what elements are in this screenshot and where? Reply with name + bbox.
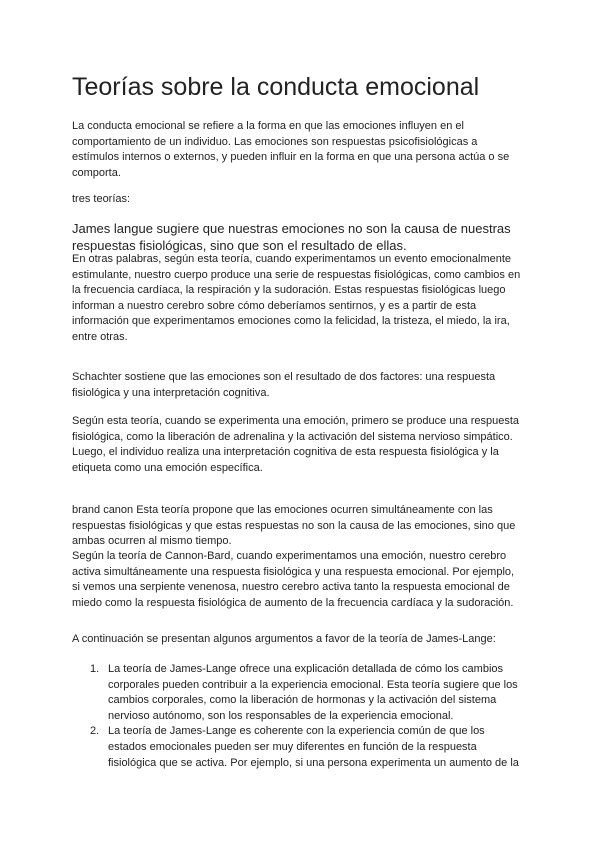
list-item: [72, 724, 519, 771]
list-item-number: 2.: [90, 725, 100, 738]
james-body-paragraph: [72, 252, 520, 346]
intro-line: comportamiento de un individuo. Las emociones son respuestas psicofisiológicas a: [72, 135, 478, 148]
list-item-line: estados emocionales pueden ser muy diferentes en función de la respuesta: [108, 740, 477, 753]
james-body-line: información que experimentamos emociones como la felicidad, la tristeza, el miedo, la ira,: [72, 315, 510, 328]
list-item: [72, 662, 519, 724]
arguments-intro-text: A continuación se presentan algunos argumentos a favor de la teoría de James-Lange:: [72, 633, 496, 645]
schachter-intro-line: Schachter sostiene que las emociones son el resultado de dos factores: una respuesta: [72, 371, 496, 383]
list-item-number: 1.: [90, 663, 100, 675]
cannon-intro-line: ambas ocurren al mismo tiempo.: [72, 535, 232, 548]
list-item-line: fisiológica que se activa. Por ejemplo, si una persona experimenta un aumento de la: [108, 756, 519, 769]
james-body-line: informan a nuestro cerebro sobre cómo deberíamos sentirnos, y es a partir de esta: [72, 299, 477, 312]
three-theories-text: tres teorías:: [72, 193, 131, 205]
james-body-line: entre otras.: [72, 330, 128, 343]
intro-line: La conducta emocional se refiere a la forma en que las emociones influyen en el: [72, 120, 464, 132]
james-heading-line: James langue sugiere que nuestras emociones no son la causa de nuestras: [72, 221, 511, 236]
schachter-body-line: fisiológica, como la liberación de adrenalina y la activación del sistema nervioso simpático.: [72, 430, 513, 443]
cannon-intro-line: respuestas fisiológicas y que estas respuestas no son la causa de las emociones, sino que: [72, 519, 516, 532]
page-title: Teorías sobre la conducta emocional: [72, 73, 480, 101]
list-item-line: nervioso autónomo, son los responsables de la experiencia emocional.: [108, 709, 454, 722]
cannon-intro-paragraph: [72, 503, 515, 550]
list-item-line: cambios corporales, como la liberación de hormonas y la activación del sistema: [108, 694, 497, 707]
cannon-body-line: activa simultáneamente una respuesta fisiológica y una respuesta emocional. Por ejemplo,: [72, 565, 515, 578]
schachter-body-line: Según esta teoría, cuando se experimenta una emoción, primero se produce una respuesta: [72, 415, 519, 427]
cannon-intro-line: brand canon Esta teoría propone que las emociones ocurren simultáneamente con las: [72, 504, 493, 516]
arguments-intro: [72, 632, 496, 648]
schachter-intro-line: fisiológica y una interpretación cognitiva.: [72, 386, 270, 399]
schachter-body-line: Luego, el individuo realiza una interpretación cognitiva de esta respuesta fisiológica y la: [72, 446, 499, 459]
three-theories-label: [72, 192, 130, 208]
intro-line: comporta.: [72, 166, 121, 179]
cannon-body-line: miedo como la respuesta fisiológica de aumento de la frecuencia cardíaca y la sudoración.: [72, 596, 514, 609]
intro-line: estímulos internos o externos, y pueden influir en la forma en que una persona actúa o se: [72, 151, 510, 164]
cannon-body-line: si vemos una serpiente venenosa, nuestro cerebro activa tanto la respuesta emocional de: [72, 581, 510, 594]
james-body-line: la frecuencia cardíaca, la respiración y la sudoración. Estas respuestas fisiológicas luego: [72, 284, 506, 297]
schachter-intro-paragraph: [72, 370, 495, 401]
list-item-line: La teoría de James-Lange es coherente con la experiencia común de que los: [108, 725, 485, 738]
arguments-list: [72, 662, 519, 771]
cannon-body-line: Según la teoría de Cannon-Bard, cuando experimentamos una emoción, nuestro cerebro: [72, 550, 507, 562]
james-body-line: estimulante, nuestro cuerpo produce una serie de respuestas fisiológicas, como cambios en: [72, 268, 521, 281]
list-item-line: La teoría de James-Lange ofrece una explicación detallada de cómo los cambios: [108, 663, 504, 675]
schachter-body-line: etiqueta como una emoción específica.: [72, 461, 263, 474]
schachter-body-paragraph: [72, 414, 519, 476]
list-item-line: corporales pueden contribuir a la experiencia emocional. Esta teoría sugiere que los: [108, 678, 518, 691]
intro-paragraph: [72, 119, 509, 181]
james-body-line: En otras palabras, según esta teoría, cuando experimentamos un evento emocionalmente: [72, 253, 512, 265]
cannon-body-paragraph: [72, 549, 514, 611]
james-heading: [72, 220, 511, 254]
james-heading-line: respuestas fisiológicas, sino que son el resultado de ellas.: [72, 238, 407, 253]
